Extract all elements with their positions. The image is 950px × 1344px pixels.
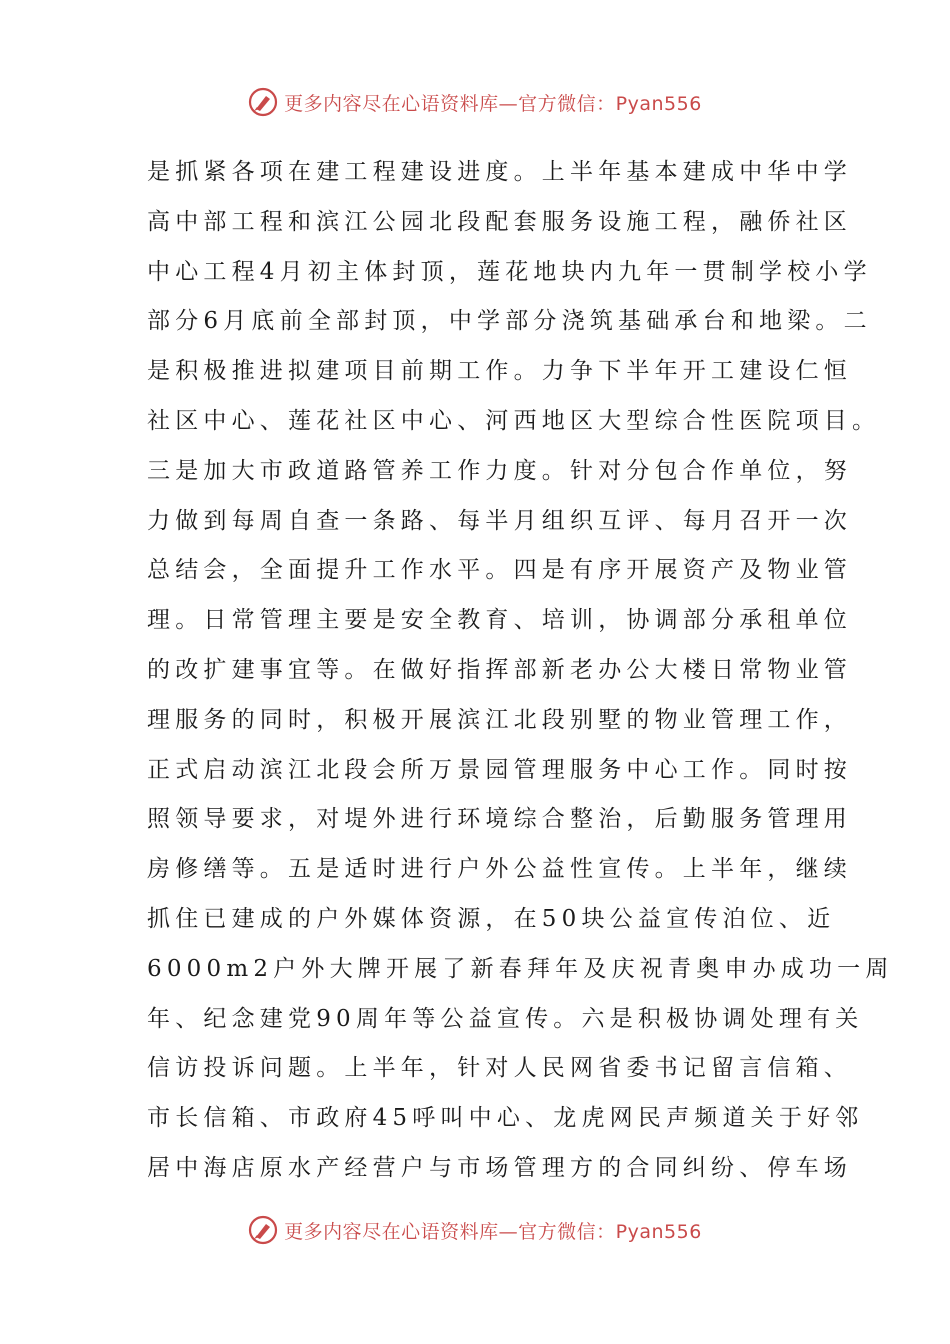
text-line: 信访投诉问题。上半年，针对人民网省委书记留言信箱、 <box>147 1055 852 1082</box>
text-line: 力做到每周自查一条路、每半月组织互评、每月召开一次 <box>147 507 852 534</box>
text-line: 6000m2户外大牌开展了新春拜年及庆祝青奥申办成功一周 <box>147 955 894 982</box>
text-line: 房修缮等。五是适时进行户外公益性宣传。上半年，继续 <box>147 856 852 883</box>
footer-banner-label: 更多内容尽在心语资料库—官方微信： <box>284 1220 616 1243</box>
text-line: 年、纪念建党90周年等公益宣传。六是积极协调处理有关 <box>147 1005 864 1032</box>
text-line: 市长信箱、市政府45呼叫中心、龙虎网民声频道关于好邻 <box>147 1105 864 1132</box>
document-body <box>147 148 894 1194</box>
header-banner-label: 更多内容尽在心语资料库—官方微信： <box>284 92 616 115</box>
text-line: 理服务的同时，积极开展滨江北段别墅的物业管理工作， <box>147 706 852 733</box>
text-line: 是抓紧各项在建工程建设进度。上半年基本建成中华中学 <box>147 159 852 185</box>
text-line: 照领导要求，对堤外进行环境综合整治，后勤服务管理用 <box>147 806 852 833</box>
footer-banner <box>0 1208 950 1252</box>
text-line: 是积极推进拟建项目前期工作。力争下半年开工建设仁恒 <box>147 358 852 385</box>
text-line: 三是加大市政道路管养工作力度。针对分包合作单位，努 <box>147 457 852 484</box>
text-line: 部分6月底前全部封顶，中学部分浇筑基础承台和地梁。二 <box>147 308 872 335</box>
header-wechat-id: Pyan556 <box>615 92 702 115</box>
header-banner <box>0 80 950 124</box>
text-line: 居中海店原水产经营户与市场管理方的合同纠纷、停车场 <box>147 1154 852 1181</box>
text-line: 正式启动滨江北段会所万景园管理服务中心工作。同时按 <box>147 756 852 783</box>
text-line: 社区中心、莲花社区中心、河西地区大型综合性医院项目。 <box>147 407 881 434</box>
text-line: 总结会，全面提升工作水平。四是有序开展资产及物业管 <box>147 557 852 584</box>
text-line: 抓住已建成的户外媒体资源，在50块公益宣传泊位、近 <box>147 905 836 932</box>
pen-nib-icon <box>248 1215 278 1245</box>
pen-nib-icon <box>248 87 278 117</box>
text-line: 理。日常管理主要是安全教育、培训，协调部分承租单位 <box>147 607 852 634</box>
header-banner-text <box>284 89 702 116</box>
text-line: 的改扩建事宜等。在做好指挥部新老办公大楼日常物业管 <box>147 656 852 683</box>
text-line: 中心工程4月初主体封顶，莲花地块内九年一贯制学校小学 <box>147 258 872 285</box>
footer-wechat-id: Pyan556 <box>615 1220 702 1243</box>
text-line: 高中部工程和滨江公园北段配套服务设施工程，融侨社区 <box>147 208 852 235</box>
footer-banner-text <box>284 1217 702 1244</box>
